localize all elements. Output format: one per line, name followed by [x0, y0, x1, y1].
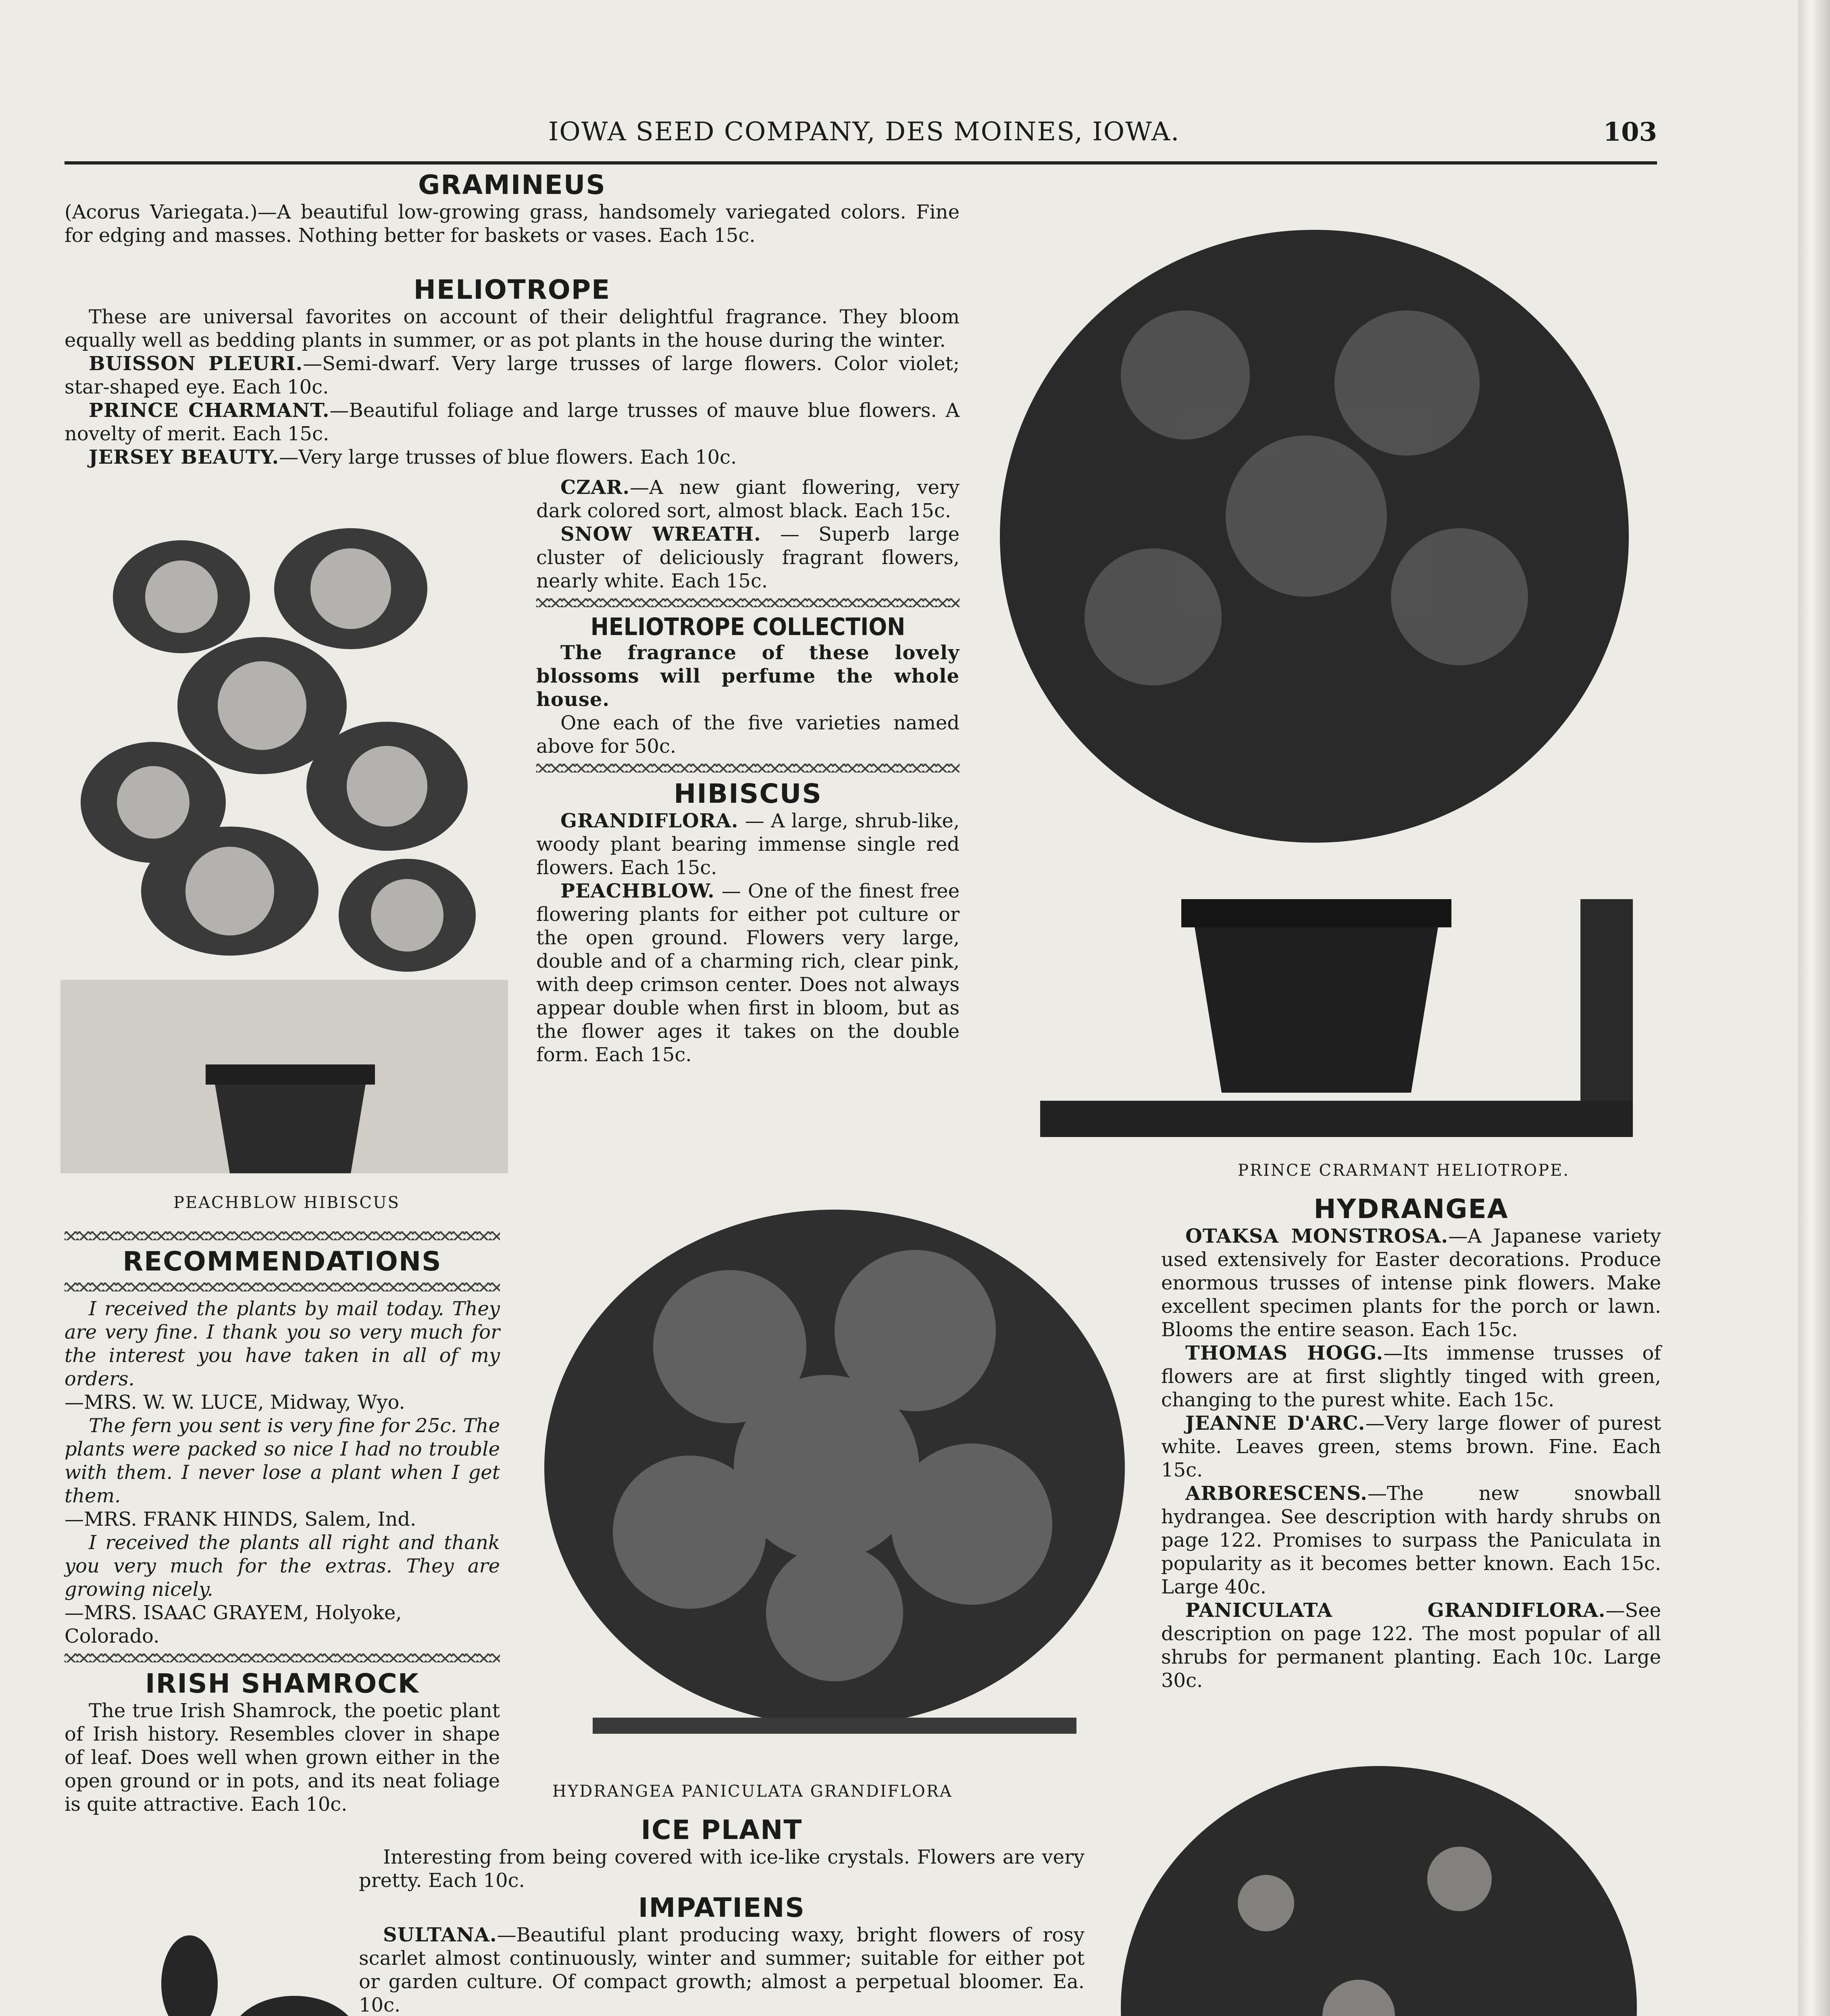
ice-plant-text: Interesting from being covered with ice-like crystals. Flowers are very pretty. Each 10c. [359, 1846, 1085, 1892]
heliotrope-collection-lead: The fragrance of these lovely blossoms will perfume the whole house. [536, 641, 960, 711]
heliotrope-item-buisson: BUISSON PLEURI.—Semi-dwarf. Very large trusses of large flowers. Color violet; star-shaped eye. Each 10c. [65, 352, 960, 398]
irish-shamrock-heading: IRISH SHAMROCK [145, 1668, 419, 1699]
page-number: 103 [1603, 117, 1657, 147]
caption-peachblow: PEACHBLOW HIBISCUS [173, 1193, 400, 1212]
irish-shamrock-text: The true Irish Shamrock, the poetic plant of Irish history. Resembles clover in shape of leaf. Does well when grown either in the open ground or in pots, and its neat foliage is quite attractive. Each 10c. [65, 1699, 500, 1816]
hydrangea-item-arborescens: ARBORESCENS.—The new snowball hydrangea. See description with hardy shrubs on page 122. Promises to surpass the Paniculata in popularity as it becomes better known. Each 15c. Large 40c. [1161, 1482, 1661, 1598]
divider [65, 1283, 500, 1291]
divider [536, 764, 960, 773]
impatiens-item-sultana: SULTANA.—Beautiful plant producing waxy, bright flowers of rosy scarlet almost continuously, winter and summer; suitable for either pot or garden culture. Of compact growth; almost a perpetual bloomer. Ea. 10c. [359, 1924, 1085, 2016]
divider [65, 1654, 500, 1662]
heliotrope-cont [536, 476, 960, 1066]
divider [536, 598, 960, 607]
heliotrope-item-snow: SNOW WREATH. — Superb large cluster of deliciously fragrant flowers, nearly white. Each 15c. [536, 523, 960, 592]
testimonial-signature: —MRS. W. W. LUCE, Midway, Wyo. [65, 1391, 405, 1414]
running-title: IOWA SEED COMPANY, DES MOINES, IOWA. [548, 117, 1180, 147]
recommendations-heading: RECOMMENDATIONS [123, 1246, 442, 1277]
ice-plant-heading: ICE PLANT [641, 1814, 803, 1845]
hydrangea-item-jeanne: JEANNE D'ARC.—Very large flower of purest white. Leaves green, stems brown. Fine. Each 15c. [1161, 1412, 1661, 1481]
heliotrope-intro: These are universal favorites on account of their delightful fragrance. They bloom equally well as bedding plants in summer, or as pot plants in the house during the winter. [65, 306, 960, 352]
impatiens-sultani-illustration [1097, 1758, 1661, 2016]
caption-hydrangea: HYDRANGEA PANICULATA GRANDIFLORA [552, 1782, 953, 1801]
heliotrope-item-jersey: JERSEY BEAUTY.—Very large trusses of blue flowers. Each 10c. [89, 446, 737, 469]
ice-plant-section [359, 1814, 1085, 2016]
running-header [65, 117, 1657, 165]
gramineus-section [65, 169, 960, 247]
testimonial-signature: —MRS. ISAAC GRAYEM, Holyoke, Colorado. [65, 1602, 402, 1647]
recommendations-section [65, 1226, 500, 1816]
hibiscus-heading: HIBISCUS [674, 778, 822, 809]
testimonial-text: I received the plants by mail today. They are very fine. I thank you so very much for the interest you have taken in all of my orders. [65, 1297, 500, 1390]
hydrangea-heading: HYDRANGEA [1314, 1193, 1509, 1225]
testimonial-signature: —MRS. FRANK HINDS, Salem, Ind. [65, 1508, 416, 1531]
hydrangea-item-paniculata: PANICULATA GRANDIFLORA.—See description on page 122. The most popular of all shrubs for permanent planting. Each 10c. Large 30c. [1161, 1599, 1661, 1692]
hibiscus-item-grandiflora: GRANDIFLORA. — A large, shrub-like, woody plant bearing immense single red flowers. Each 15c. [536, 810, 960, 879]
heliotrope-collection-heading: HELIOTROPE COLLECTION [590, 613, 906, 641]
heliotrope-item-prince: PRINCE CHARMANT.—Beautiful foliage and large trusses of mauve blue flowers. A novelty of merit. Each 15c. [65, 399, 960, 445]
ice-plant-illustration [69, 1895, 351, 2016]
testimonial-text: I received the plants all right and thank you very much for the extras. They are growing nicely. [65, 1531, 500, 1601]
gramineus-text: (Acorus Variegata.)—A beautiful low-growing grass, handsomely variegated colors. Fine for edging and masses. Nothing better for baskets or vases. Each 15c. [65, 201, 960, 247]
heliotrope-section [65, 274, 960, 469]
hibiscus-item-peachblow: PEACHBLOW. — One of the finest free flowering plants for either pot culture or the open ground. Flowers very large, double and of a charming rich, clear pink, with deep crimson center. Does not always appear double when first in bloom, but as the flower ages it takes on the double form. Each 15c. [536, 880, 960, 1066]
impatiens-heading: IMPATIENS [638, 1892, 805, 1923]
heliotrope-item-czar: CZAR.—A new giant flowering, very dark colored sort, almost black. Each 15c. [536, 476, 960, 522]
prince-charmant-heliotrope-illustration [984, 173, 1661, 1149]
caption-prince-charmant: PRINCE CRARMANT HELIOTROPE. [1238, 1161, 1570, 1180]
hydrangea-illustration [520, 1177, 1149, 1782]
testimonial-text: The fern you sent is very fine for 25c. The plants were packed so nice I had no trouble with them. I never lose a plant when I get them. [65, 1414, 500, 1507]
peachblow-hibiscus-illustration [60, 496, 508, 1181]
hydrangea-item-thomas-hogg: THOMAS HOGG.—Its immense trusses of flowers are at first slightly tinged with green, changing to the purest white. Each 15c. [1161, 1342, 1661, 1411]
divider [65, 1231, 500, 1240]
gramineus-heading: GRAMINEUS [418, 169, 606, 200]
heliotrope-heading: HELIOTROPE [413, 274, 611, 305]
hydrangea-section [1161, 1193, 1661, 1692]
heliotrope-collection-text: One each of the five varieties named above for 50c. [536, 712, 960, 758]
hydrangea-item-otaksa: OTAKSA MONSTROSA.—A Japanese variety used extensively for Easter decorations. Produce enormous trusses of intense pink flowers. Make excellent specimen plants for the porch or lawn. Blooms the entire season. Each 15c. [1161, 1225, 1661, 1341]
book-spine-edge [1798, 0, 1830, 2016]
